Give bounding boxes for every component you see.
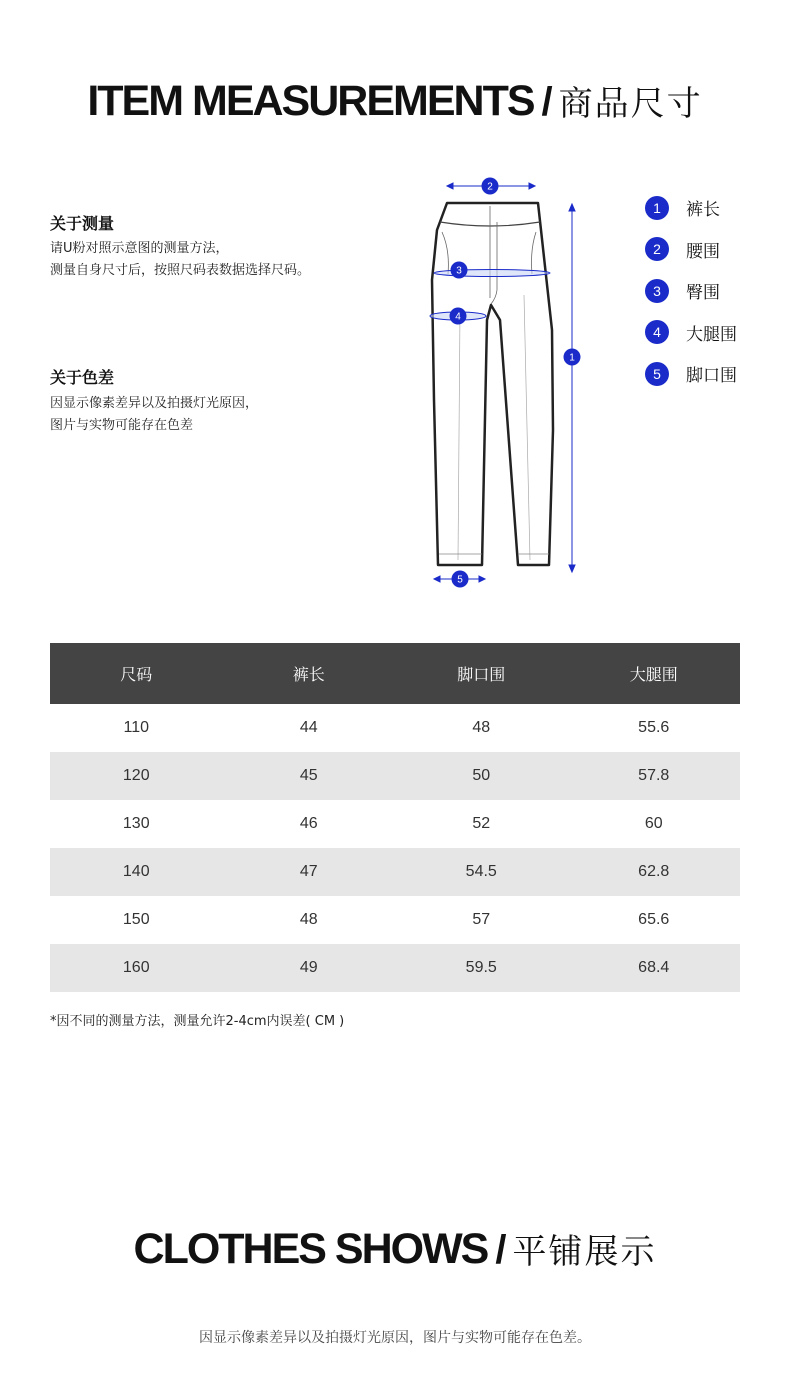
- legend-item: [645, 312, 737, 354]
- marker-2: [482, 178, 499, 195]
- cell-thigh: 60: [644, 815, 663, 832]
- title-slash: /: [495, 1228, 507, 1272]
- cell-hem: 57: [472, 911, 491, 928]
- cell-thigh: 68.4: [568, 944, 741, 992]
- header-length: 裤长: [223, 643, 396, 704]
- table-row: [50, 848, 740, 896]
- header-size: 尺码: [50, 643, 223, 704]
- legend-number: 2: [645, 237, 669, 261]
- legend-number: 5: [645, 362, 669, 386]
- marker-4: [450, 308, 467, 325]
- header-thigh: 大腿围: [568, 643, 741, 704]
- measurement-legend: [645, 187, 737, 395]
- legend-label: 腰围: [686, 241, 720, 262]
- cell-size: 130: [122, 815, 150, 832]
- clothes-shows-title: [0, 1224, 790, 1274]
- legend-number: 3: [645, 279, 669, 303]
- marker-5: [452, 571, 469, 588]
- about-measurement-text: [50, 238, 390, 282]
- cell-hem: 52: [472, 815, 491, 832]
- table-header-row: [50, 643, 740, 704]
- cell-length: 49: [223, 944, 396, 992]
- measurement-error-note: *因不同的测量方法，测量允许2-4cm内误差( CM ): [50, 1014, 345, 1029]
- cell-hem: 48: [472, 719, 491, 736]
- svg-text:2: 2: [487, 181, 493, 193]
- cell-size: 120: [50, 752, 223, 800]
- legend-label: 大腿围: [686, 324, 737, 345]
- svg-text:1: 1: [569, 352, 575, 364]
- cell-size: 110: [123, 719, 149, 736]
- table-row: [50, 752, 740, 800]
- pants-outline: [432, 203, 553, 565]
- measurements-title-en: ITEM MEASUREMENTS: [87, 77, 534, 125]
- about-measurement-heading: 关于测量: [50, 214, 115, 233]
- cell-thigh: 65.6: [638, 911, 670, 928]
- about-color-heading: 关于色差: [50, 368, 115, 387]
- svg-text:4: 4: [455, 311, 461, 323]
- pants-measurement-diagram: [420, 170, 590, 595]
- cell-thigh: 55.6: [638, 719, 670, 736]
- legend-item: [645, 187, 737, 229]
- svg-text:5: 5: [457, 574, 463, 586]
- legend-number: 4: [645, 320, 669, 344]
- size-chart-table: [50, 643, 740, 992]
- about-color-line: 因显示像素差异以及拍摄灯光原因，: [50, 396, 259, 411]
- svg-text:3: 3: [456, 265, 462, 277]
- color-difference-footer-note: 因显示像素差异以及拍摄灯光原因，图片与实物可能存在色差。: [199, 1330, 591, 1346]
- legend-number: 1: [645, 196, 669, 220]
- measurements-title-zh: 商品尺寸: [558, 84, 703, 124]
- about-measurement-line: 请U粉对照示意图的测量方法，: [50, 241, 229, 256]
- legend-item: [645, 229, 737, 271]
- about-color-text: [50, 393, 390, 437]
- table-row: [50, 896, 740, 944]
- clothes-shows-title-zh: 平铺展示: [512, 1232, 657, 1272]
- table-row: [50, 944, 740, 992]
- legend-label: 裤长: [686, 200, 720, 221]
- cell-size: 160: [50, 944, 223, 992]
- cell-size: 140: [50, 848, 223, 896]
- table-row: [50, 704, 740, 752]
- cell-hem: 59.5: [395, 944, 568, 992]
- legend-item: [645, 353, 737, 395]
- cell-length: 47: [223, 848, 396, 896]
- cell-length: 44: [299, 719, 318, 736]
- marker-3: [451, 262, 468, 279]
- cell-length: 45: [223, 752, 396, 800]
- measurements-title: [0, 76, 790, 126]
- marker-1: [564, 349, 581, 366]
- cell-thigh: 57.8: [568, 752, 741, 800]
- legend-label: 脚口围: [686, 366, 737, 387]
- about-color-line: 图片与实物可能存在色差: [50, 418, 194, 433]
- cell-thigh: 62.8: [568, 848, 741, 896]
- header-hem: 脚口围: [395, 643, 568, 704]
- cell-size: 150: [122, 911, 150, 928]
- table-row: [50, 800, 740, 848]
- clothes-shows-title-en: CLOTHES SHOWS: [133, 1225, 488, 1273]
- title-slash: /: [541, 80, 553, 124]
- cell-length: 48: [299, 911, 318, 928]
- cell-length: 46: [299, 815, 318, 832]
- legend-label: 臀围: [686, 283, 720, 304]
- legend-item: [645, 270, 737, 312]
- about-measurement-line: 测量自身尺寸后，按照尺码表数据选择尺码。: [50, 263, 311, 278]
- cell-hem: 54.5: [395, 848, 568, 896]
- cell-hem: 50: [395, 752, 568, 800]
